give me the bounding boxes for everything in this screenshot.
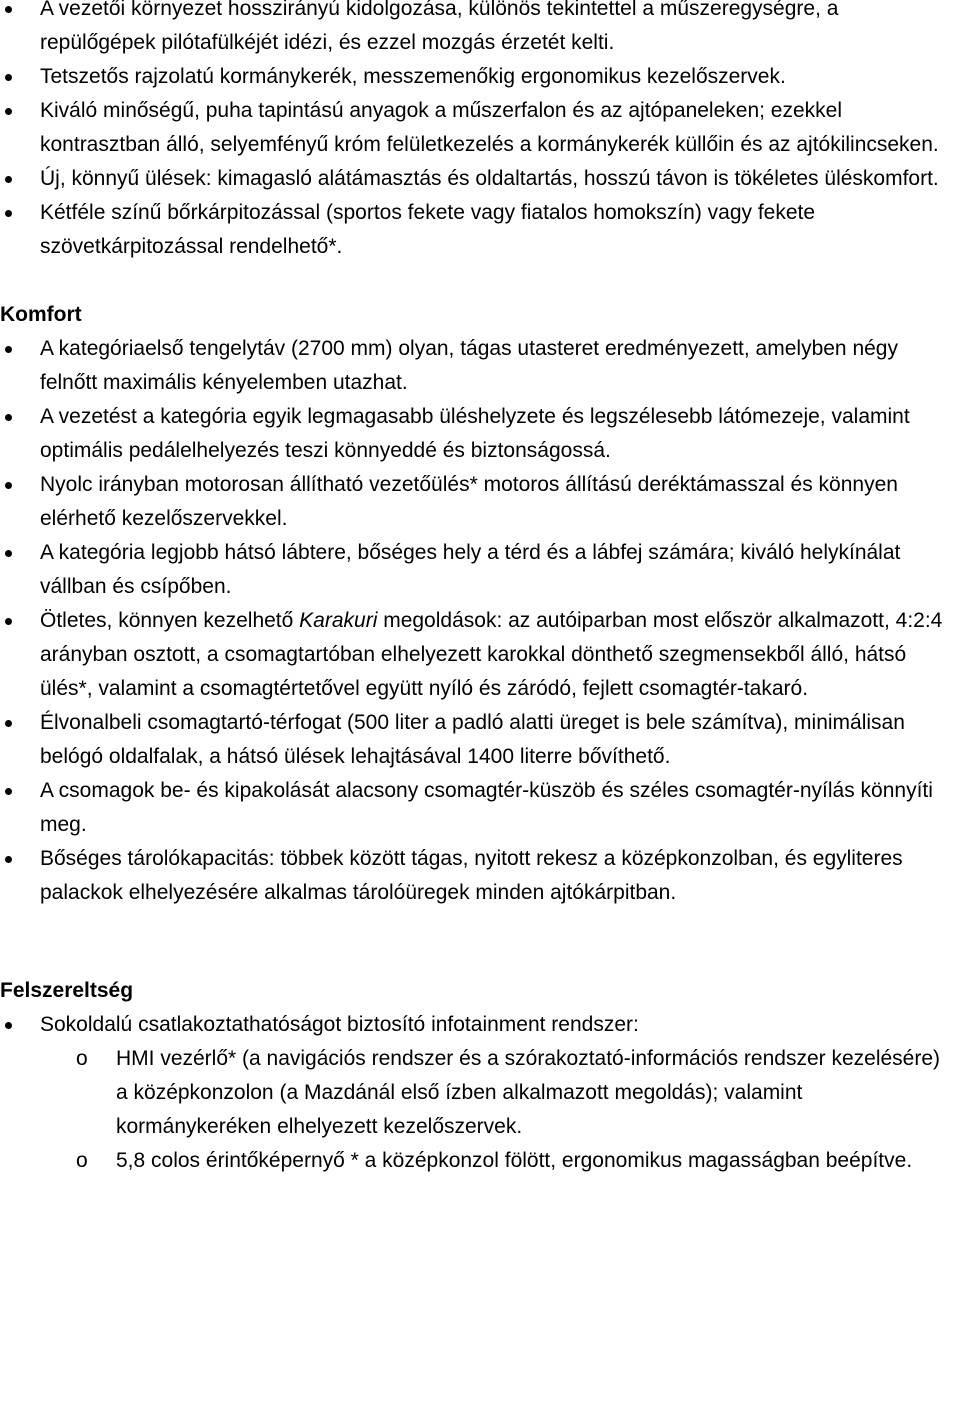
list-item: A csomagok be- és kipakolását alacsony csomagtér-küszöb és széles csomagtér-nyílás könnyíti meg. [0, 774, 960, 842]
section-heading-komfort: Komfort [0, 303, 82, 326]
list-item: Kiváló minőségű, puha tapintású anyagok a műszerfalon és az ajtópaneleken; ezekkel kontrasztban álló, selyemfényű króm felületkezelés a kormánykerék küllőin és az ajtókilincseken. [0, 94, 960, 162]
karakuri-text-after: megoldások: az autóiparban most először alkalmazott, 4:2:4 arányban osztott, a csomagtartóban elhelyezett karokkal dönthető szegmensekből álló, hátsó ülés*, valamint a csomagtértetővel együtt nyíló és záródó, fejlett csomagtér-takaró. [40, 609, 943, 700]
list-item: A kategória legjobb hátsó lábtere, bőséges hely a térd és a lábfej számára; kiváló helykínálat vállban és csípőben. [0, 536, 960, 604]
list-item: Kétféle színű bőrkárpitozással (sportos fekete vagy fiatalos homokszín) vagy fekete szövetkárpitozással rendelhető*. [0, 196, 960, 264]
komfort-list [0, 332, 960, 910]
list-item: Új, könnyű ülések: kimagasló alátámasztás és oldaltartás, hosszú távon is tökéletes üléskomfort. [0, 162, 960, 196]
interior-feature-list [0, 0, 960, 264]
list-item: Élvonalbeli csomagtartó-térfogat (500 liter a padló alatti üreget is bele számítva), minimálisan belógó oldalfalak, a hátsó ülések lehajtásával 1400 literre bővíthető. [0, 706, 960, 774]
karakuri-italic: Karakuri [299, 609, 378, 632]
sub-list-item [0, 1144, 960, 1178]
sub-list-item-text: 5,8 colos érintőképernyő * a középkonzol fölött, ergonomikus magasságban beépítve. [116, 1149, 913, 1172]
sub-list-item [0, 1042, 960, 1144]
list-item: A vezetést a kategória egyik legmagasabb üléshelyzete és legszélesebb látómezeje, valamint optimális pedálelhelyezés teszi könnyeddé és biztonságossá. [0, 400, 960, 468]
felszereltseg-list [0, 1008, 960, 1042]
infotainment-sublist [0, 1042, 960, 1178]
list-item-karakuri [0, 604, 960, 706]
list-item: Bőséges tárolókapacitás: többek között tágas, nyitott rekesz a középkonzolban, és egyliteres palackok elhelyezésére alkalmas tárolóüregek minden ajtókárpitban. [0, 842, 960, 910]
section-heading-felszereltseg: Felszereltség [0, 979, 134, 1002]
list-item: Tetszetős rajzolatú kormánykerék, messzemenőkig ergonomikus kezelőszervek. [0, 60, 960, 94]
sub-bullet-marker: o [76, 1047, 88, 1070]
list-item: A kategóriaelső tengelytáv (2700 mm) olyan, tágas utasteret eredményezett, amelyben négy felnőtt maximális kényelemben utazhat. [0, 332, 960, 400]
list-item: Nyolc irányban motorosan állítható vezetőülés* motoros állítású deréktámasszal és könnyen elérhető kezelőszervekkel. [0, 468, 960, 536]
sub-list-item-text: HMI vezérlő* (a navigációs rendszer és a szórakoztató-információs rendszer kezelésére) a középkonzolon (a Mazdánál első ízben alkalmazott megoldás); valamint kormánykeréken elhelyezett kezelőszervek. [116, 1047, 941, 1138]
list-item: A vezetői környezet hosszirányú kidolgozása, különös tekintettel a műszeregységre, a repülőgépek pilótafülkéjét idézi, és ezzel mozgás érzetét kelti. [0, 0, 960, 60]
sub-bullet-marker: o [76, 1149, 88, 1172]
list-item: Sokoldalú csatlakoztathatóságot biztosító infotainment rendszer: [0, 1008, 960, 1042]
karakuri-text-before: Ötletes, könnyen kezelhető [40, 609, 300, 632]
